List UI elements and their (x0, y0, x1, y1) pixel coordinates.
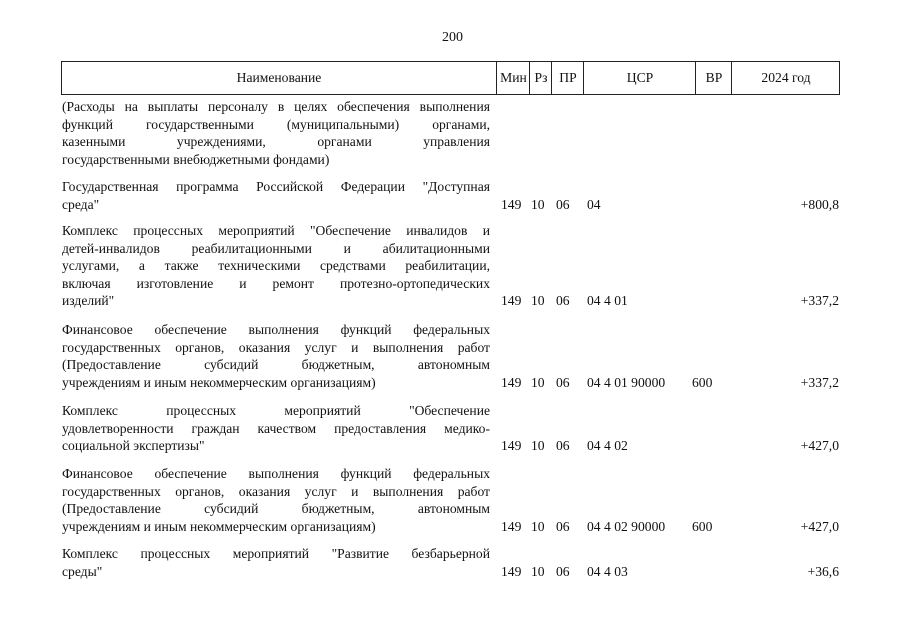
row-description (62, 98, 490, 168)
cell-pr: 06 (556, 518, 570, 534)
page-number: 200 (442, 30, 463, 45)
row-description (62, 465, 490, 535)
cell-rz: 10 (531, 518, 545, 534)
cell-pr: 06 (556, 438, 570, 453)
cell-min: 149 (501, 293, 522, 308)
cell-csr: 04 4 01 (587, 293, 628, 308)
row-text-line: удовлетворенности граждан качеством предоставления медико- (62, 420, 490, 436)
cell-pr: 06 (556, 563, 570, 579)
cell-vr: 600 (692, 518, 713, 534)
cell-amount: +800,8 (800, 196, 839, 212)
row-text-line: государственными внебюджетными фондами) (62, 151, 330, 167)
row-text-line: функций государственными (муниципальными) органами, (62, 116, 490, 132)
row-text-line: государственных органов, оказания услуг и выполнения работ (62, 483, 490, 499)
header-csr: ЦСР (583, 62, 696, 94)
cell-min: 149 (501, 518, 522, 534)
table-header (61, 61, 840, 95)
cell-min: 149 (501, 563, 522, 579)
row-text-line: казенными учреждениями, органами управления (62, 134, 490, 149)
cell-amount: +427,0 (800, 438, 839, 453)
row-text-line: Государственная программа Российской Федерации "Доступная (62, 179, 490, 194)
cell-pr: 06 (556, 293, 570, 308)
row-text-line: услугами, а также техническими средствами реабилитации, (62, 258, 490, 273)
row-text-line: (Предоставление субсидий бюджетным, автономным (62, 501, 490, 516)
row-description (62, 222, 490, 310)
row-description (62, 321, 490, 391)
header-pr: ПР (551, 62, 584, 94)
header-vr: ВР (695, 62, 732, 94)
row-text-line: среда" (62, 196, 100, 212)
row-text-line: государственных органов, оказания услуг и выполнения работ (62, 339, 490, 355)
cell-min: 149 (501, 374, 522, 390)
cell-amount: +337,2 (800, 293, 839, 308)
cell-csr: 04 4 02 90000 (587, 518, 666, 534)
cell-csr: 04 4 02 (587, 438, 628, 453)
header-min: Мин (496, 62, 530, 94)
row-text-line: включая изготовление и ремонт протезно-ортопедических (62, 275, 490, 291)
cell-csr: 04 (587, 196, 601, 212)
cell-min: 149 (501, 196, 522, 212)
cell-pr: 06 (556, 196, 570, 212)
cell-amount: +427,0 (800, 518, 839, 534)
cell-rz: 10 (531, 196, 545, 212)
cell-amount: +337,2 (800, 374, 839, 390)
row-description (62, 402, 490, 455)
header-name: Наименование (236, 70, 322, 85)
row-description (62, 545, 490, 580)
row-description (62, 178, 490, 213)
row-text-line: Комплекс процессных мероприятий "Развитие безбарьерной (62, 546, 490, 561)
row-text-line: (Предоставление субсидий бюджетным, автономным (62, 357, 490, 372)
row-text-line: (Расходы на выплаты персоналу в целях обеспечения выполнения (62, 99, 490, 114)
cell-rz: 10 (531, 438, 545, 453)
row-text-line: социальной экспертизы" (62, 438, 205, 453)
row-text-line: Комплекс процессных мероприятий "Обеспечение инвалидов и (62, 223, 490, 238)
row-text-line: среды" (62, 563, 103, 579)
cell-pr: 06 (556, 374, 570, 390)
cell-csr: 04 4 01 90000 (587, 374, 666, 390)
header-year: 2024 год (731, 62, 840, 94)
row-text-line: Финансовое обеспечение выполнения функций федеральных (62, 322, 490, 337)
cell-vr: 600 (692, 374, 713, 390)
header-rz: Рз (529, 62, 552, 94)
cell-rz: 10 (531, 563, 545, 579)
cell-amount: +36,6 (807, 563, 839, 579)
row-text-line: изделий" (62, 293, 115, 308)
cell-rz: 10 (531, 374, 545, 390)
row-text-line: учреждениям и иным некоммерческим организациям) (62, 374, 376, 390)
cell-csr: 04 4 03 (587, 563, 628, 579)
row-text-line: детей-инвалидов реабилитационными и абилитационными (62, 240, 490, 256)
row-text-line: Комплекс процессных мероприятий "Обеспечение (62, 403, 490, 418)
cell-rz: 10 (531, 293, 545, 308)
row-text-line: Финансовое обеспечение выполнения функций федеральных (62, 466, 490, 481)
cell-min: 149 (501, 438, 522, 453)
row-text-line: учреждениям и иным некоммерческим организациям) (62, 518, 376, 534)
